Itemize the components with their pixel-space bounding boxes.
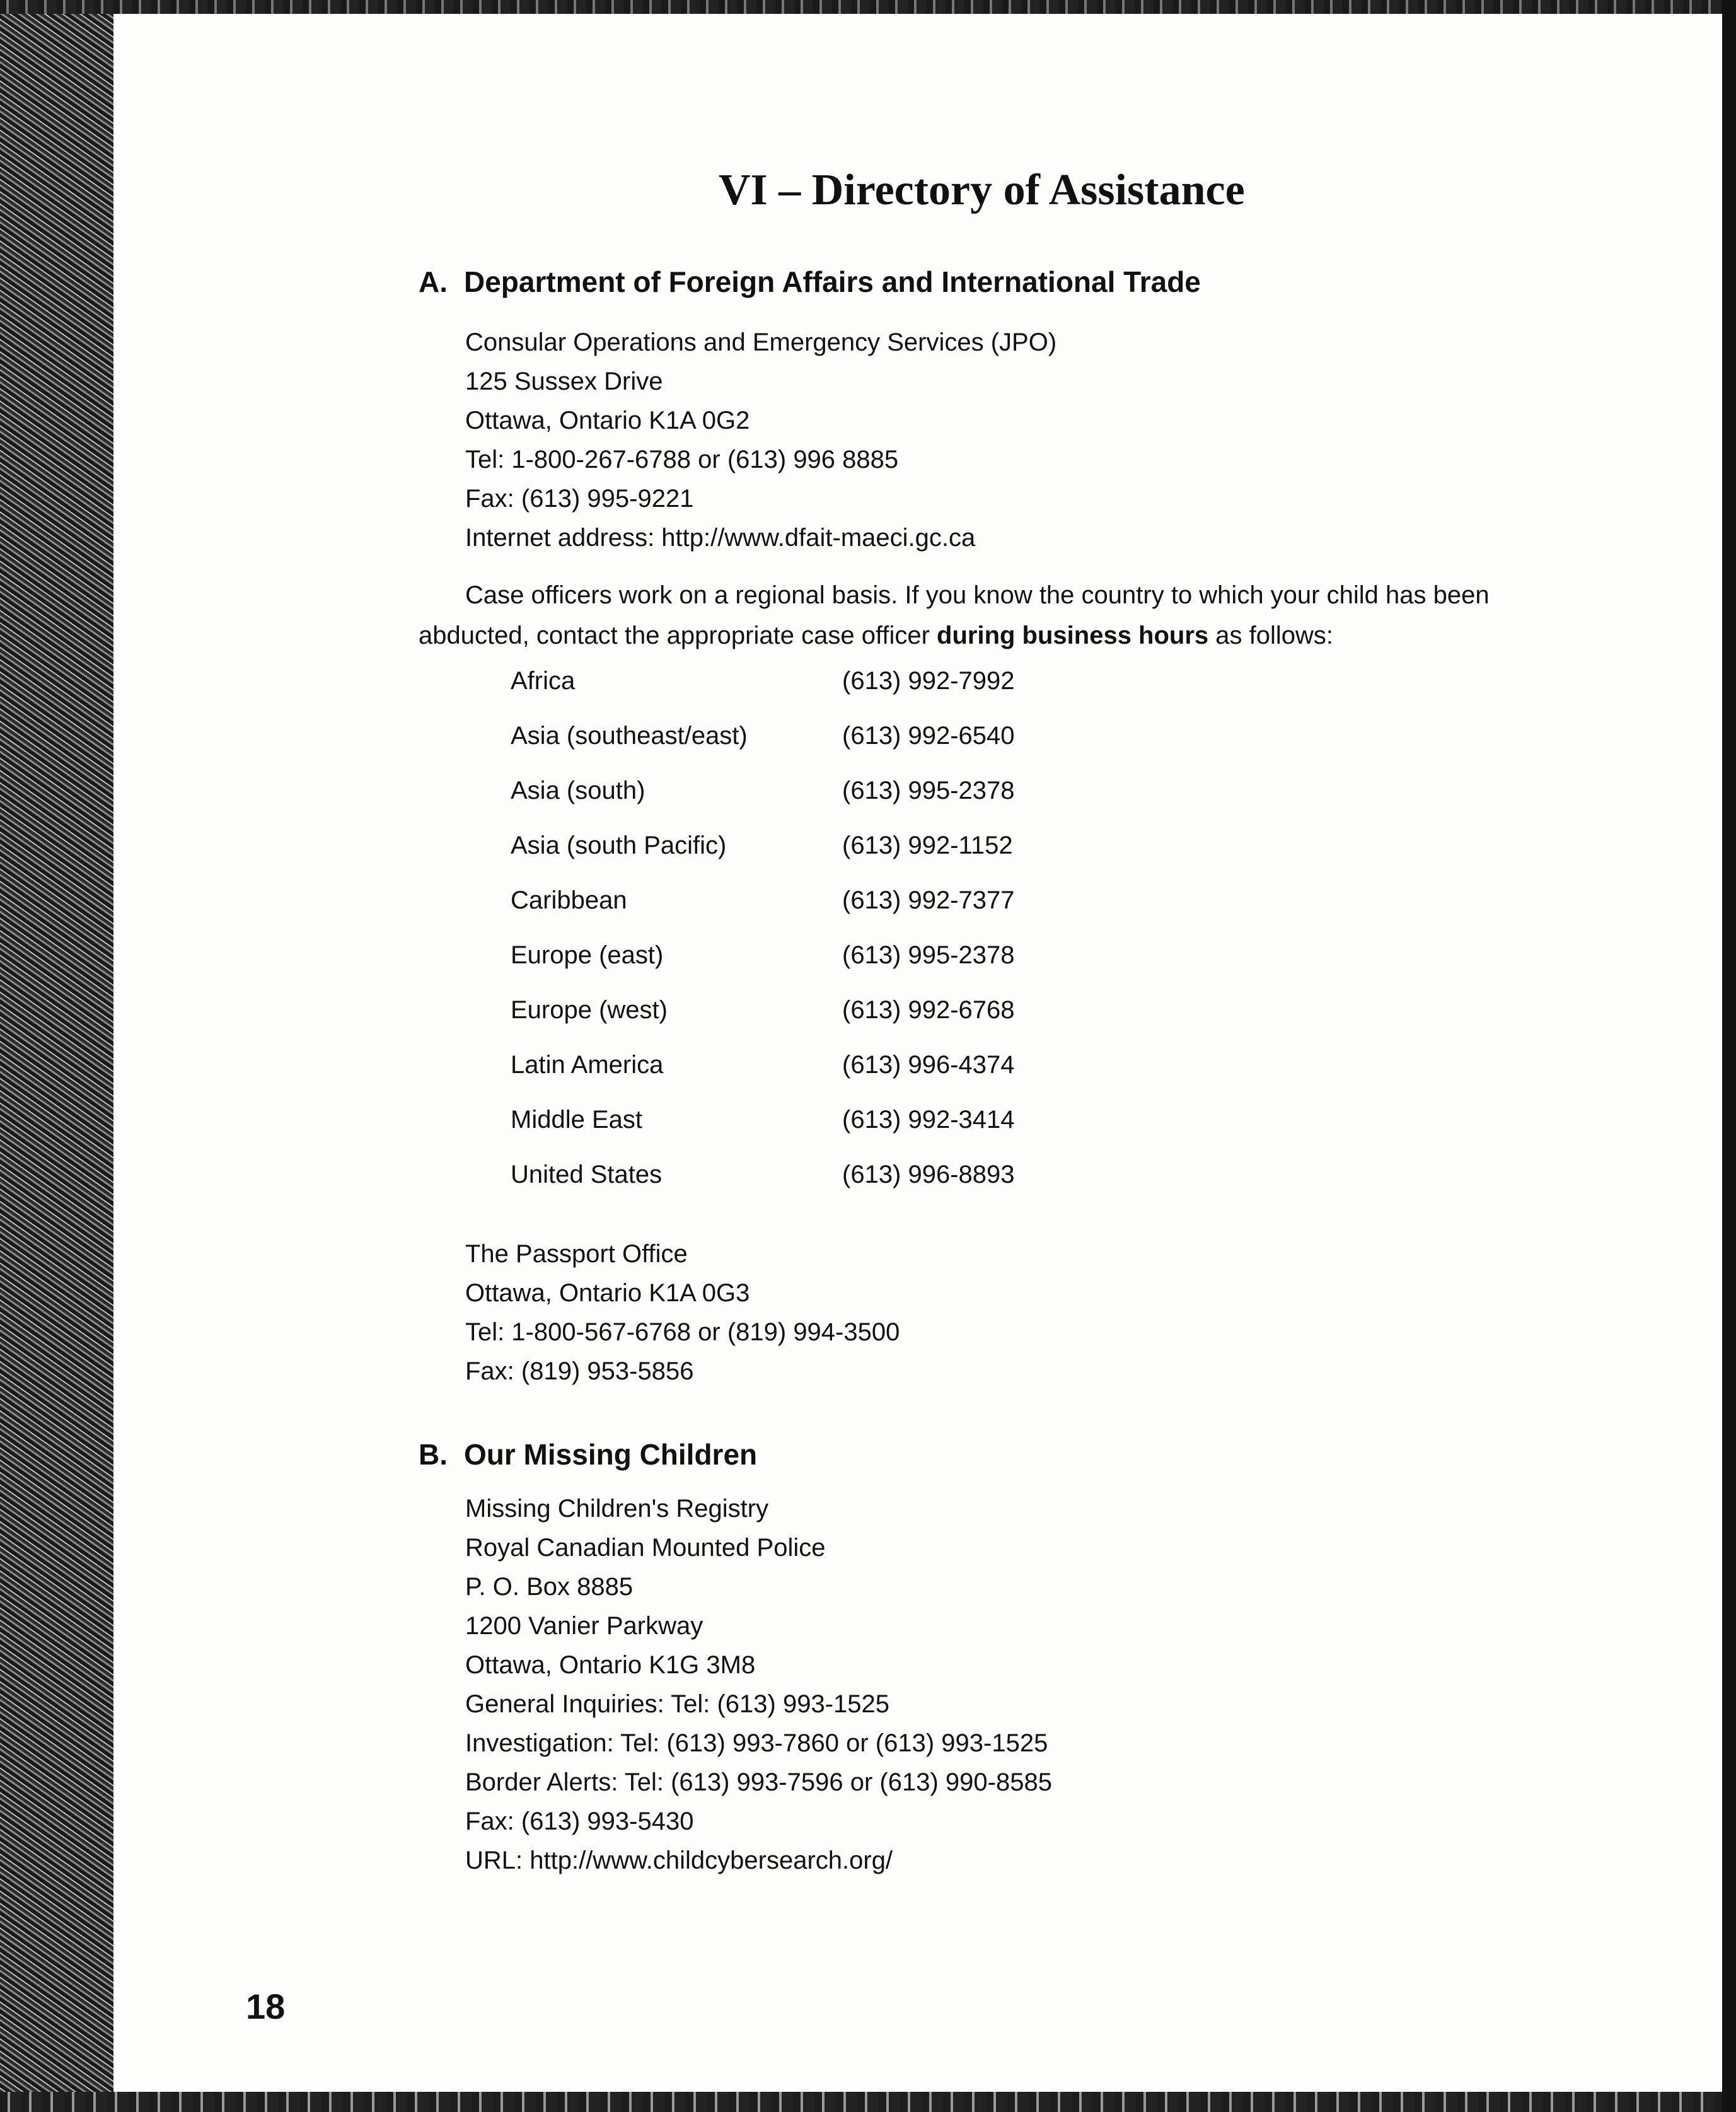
region-name: Europe (east) xyxy=(511,941,664,969)
section-a-letter: A. xyxy=(419,265,448,298)
region-phone: (613) 996-4374 xyxy=(842,1051,1015,1079)
section-b-letter: B. xyxy=(419,1438,448,1471)
paragraph-text-end: as follows: xyxy=(1208,622,1334,649)
passport-office-block xyxy=(465,1234,900,1391)
dfait-address-block xyxy=(465,323,1056,557)
registry-line: Ottawa, Ontario K1G 3M8 xyxy=(465,1651,756,1679)
region-phone: (613) 992-7377 xyxy=(842,886,1015,914)
section-b-title-text: Our Missing Children xyxy=(464,1438,758,1471)
scan-border-right xyxy=(1722,0,1736,2112)
region-phone: (613) 992-3414 xyxy=(842,1106,1015,1134)
paragraph-bold-text: during business hours xyxy=(937,622,1209,649)
address-line: 125 Sussex Drive xyxy=(465,368,663,395)
registry-line: Investigation: Tel: (613) 993-7860 or (613) 993-1525 xyxy=(465,1729,1048,1757)
region-phone: (613) 992-6540 xyxy=(842,722,1015,750)
page-heading: VI – Directory of Assistance xyxy=(719,166,1245,214)
passport-line: Tel: 1-800-567-6768 or (819) 994-3500 xyxy=(465,1318,900,1346)
scan-border-left xyxy=(0,0,113,2112)
section-b-title xyxy=(419,1437,757,1471)
address-line: Ottawa, Ontario K1A 0G2 xyxy=(465,407,750,434)
address-line: Tel: 1-800-267-6788 or (613) 996 8885 xyxy=(465,446,899,473)
registry-line: Missing Children's Registry xyxy=(465,1495,769,1523)
region-name: Asia (southeast/east) xyxy=(511,722,748,750)
page-number: 18 xyxy=(246,1987,286,2026)
internet-address-line: Internet address: http://www.dfait-maeci.gc.ca xyxy=(465,524,976,552)
address-line: Fax: (613) 995-9221 xyxy=(465,485,694,513)
paragraph-text: Case officers work on a regional basis. If you know the country to which your child has been abducted, contact the appropriate case officer xyxy=(419,581,1490,649)
region-name: Middle East xyxy=(511,1106,642,1134)
registry-line: Fax: (613) 993-5430 xyxy=(465,1807,694,1835)
region-name: Africa xyxy=(511,667,576,695)
region-phone: (613) 996-8893 xyxy=(842,1161,1015,1188)
registry-line: Royal Canadian Mounted Police xyxy=(465,1534,826,1562)
registry-line: Border Alerts: Tel: (613) 993-7596 or (613) 990-8585 xyxy=(465,1768,1052,1796)
region-phone: (613) 992-7992 xyxy=(842,667,1015,695)
region-phone: (613) 995-2378 xyxy=(842,941,1015,969)
case-officer-paragraph xyxy=(419,575,1553,656)
region-phone: (613) 995-2378 xyxy=(842,777,1015,804)
section-a-title-text: Department of Foreign Affairs and International Trade xyxy=(464,265,1201,298)
region-name: Asia (south) xyxy=(511,777,645,804)
region-name: Caribbean xyxy=(511,886,627,914)
region-name: Asia (south Pacific) xyxy=(511,832,727,859)
missing-children-block xyxy=(465,1489,1052,1880)
passport-line: Ottawa, Ontario K1A 0G3 xyxy=(465,1279,750,1307)
scan-border-bottom xyxy=(0,2092,1736,2112)
region-phone: (613) 992-6768 xyxy=(842,996,1015,1024)
section-a-title xyxy=(419,265,1201,299)
address-line: Consular Operations and Emergency Services (JPO) xyxy=(465,328,1057,356)
scan-border-top xyxy=(0,0,1736,14)
region-phone: (613) 992-1152 xyxy=(842,832,1013,859)
passport-line: Fax: (819) 953-5856 xyxy=(465,1357,694,1385)
region-name: Europe (west) xyxy=(511,996,668,1024)
region-name: Latin America xyxy=(511,1051,664,1079)
region-name: United States xyxy=(511,1161,663,1188)
passport-line: The Passport Office xyxy=(465,1240,688,1268)
registry-url-line: URL: http://www.childcybersearch.org/ xyxy=(465,1847,893,1874)
registry-line: P. O. Box 8885 xyxy=(465,1573,634,1601)
registry-line: 1200 Vanier Parkway xyxy=(465,1612,703,1640)
registry-line: General Inquiries: Tel: (613) 993-1525 xyxy=(465,1690,890,1718)
